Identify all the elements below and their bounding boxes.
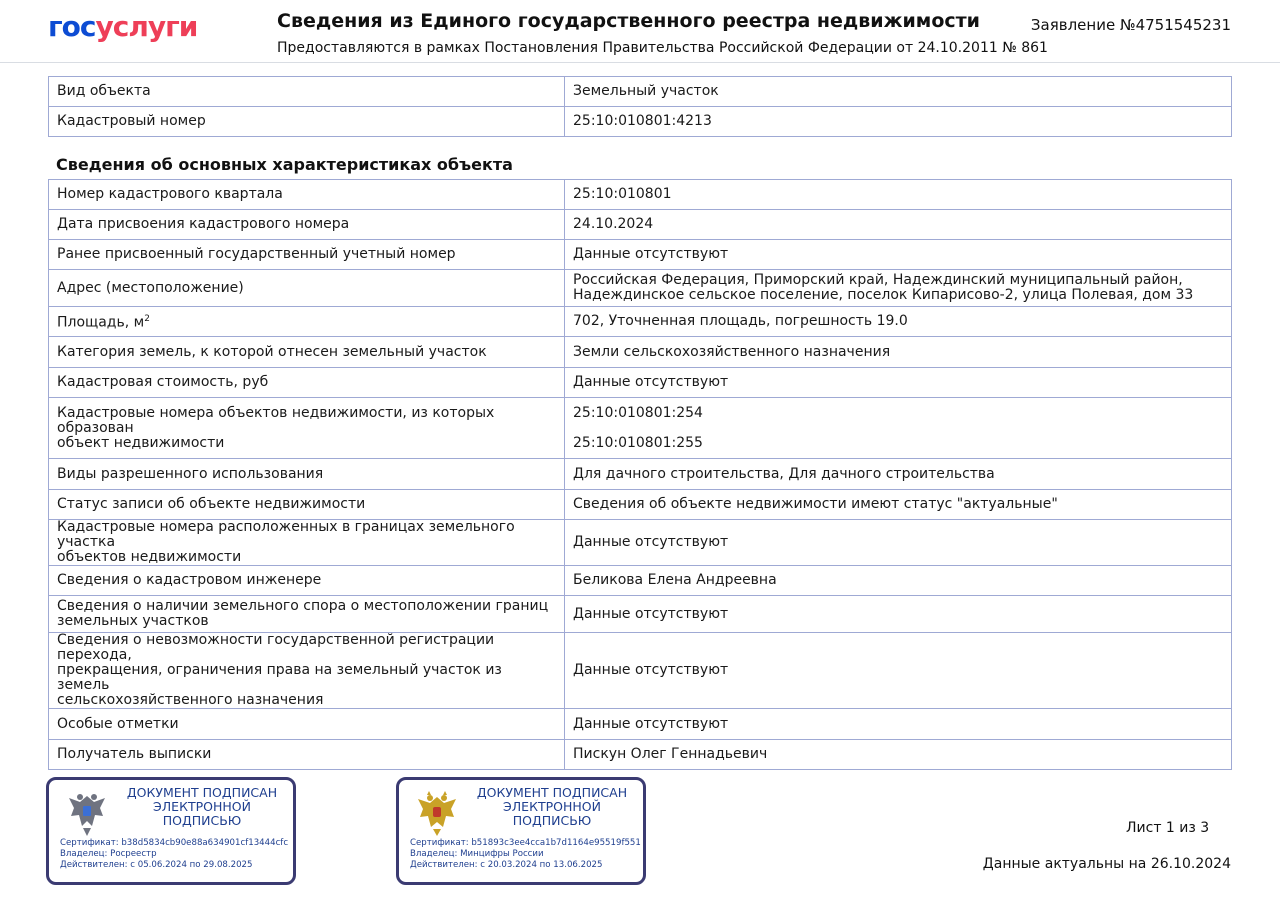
stamp-title-line: ДОКУМЕНТ ПОДПИСАН [126,785,278,800]
area-unit-superscript: 2 [144,314,150,325]
row-label: Сведения о кадастровом инженере [49,566,565,596]
row-label-line: объект недвижимости [57,434,225,451]
table-row [49,240,1232,270]
stamp-owner: Владелец: Росреестр [60,849,157,859]
row-value: Данные отсутствуют [565,596,1232,633]
row-value: 702, Уточненная площадь, погрешность 19.0 [565,307,1232,337]
table-row [49,596,1232,633]
row-value: Сведения об объекте недвижимости имеют статус "актуальные" [565,490,1232,520]
table-row [49,490,1232,520]
stamp-owner: Владелец: Минцифры России [410,849,544,859]
row-label-line: сельскохозяйственного назначения [57,692,324,708]
row-value: Для дачного строительства, Для дачного строительства [565,459,1232,490]
table-row [49,210,1232,240]
row-label: Дата присвоения кадастрового номера [49,210,565,240]
stamp-validity: Действителен: с 05.06.2024 по 29.08.2025 [60,860,253,870]
document-header [0,0,1280,63]
row-label [49,520,565,566]
characteristics-table [48,179,1232,770]
table-row [49,520,1232,566]
table-row [49,107,1232,137]
table-row [49,459,1232,490]
row-value: Данные отсутствуют [565,709,1232,740]
area-label: Площадь, м [57,314,145,331]
row-label-line: Сведения о наличии земельного спора о местоположении границ [57,598,549,614]
row-label-line: прекращения, ограничения права на земельный участок из земель [57,662,502,693]
row-value: Данные отсутствуют [565,520,1232,566]
stamp-title-line: ДОКУМЕНТ ПОДПИСАН [476,785,628,800]
row-label-line: Кадастровые номера объектов недвижимости, из которых образован [57,404,495,436]
row-label: Адрес (местоположение) [49,270,565,307]
row-label [49,633,565,709]
electronic-signature-stamp-rosreestr [46,777,296,885]
row-label: Статус записи об объекте недвижимости [49,490,565,520]
table-row [49,566,1232,596]
row-label: Кадастровый номер [49,107,565,137]
stamp-details [60,838,288,871]
table-row [49,398,1232,459]
row-label: Получатель выписки [49,740,565,770]
row-label-line: Сведения о невозможности государственной регистрации перехода, [57,632,495,663]
gosuslugi-logo [48,10,197,43]
table-row [49,740,1232,770]
row-label: Вид объекта [49,77,565,107]
document-subtitle: Предоставляются в рамках Постановления Правительства Российской Федерации от 24.10.2011 № 861 [277,40,1048,56]
table-row [49,709,1232,740]
table-row [49,633,1232,709]
row-label: Категория земель, к которой отнесен земельный участок [49,337,565,368]
row-value [565,270,1232,307]
section-title: Сведения об основных характеристиках объекта [56,155,513,174]
stamp-validity: Действителен: с 20.03.2024 по 13.06.2025 [410,860,603,870]
address-line: Надеждинское сельское поселение, поселок Кипарисово-2, улица Полевая, дом 33 [573,287,1194,303]
electronic-signature-stamp-mintsifry [396,777,646,885]
row-value: Земельный участок [565,77,1232,107]
row-label-line: объектов недвижимости [57,549,242,565]
stamp-title-line: ПОДПИСЬЮ [162,813,242,828]
row-value: 25:10:010801:4213 [565,107,1232,137]
logo-part-gos: гос [48,10,96,43]
row-value: 25:10:010801 [565,180,1232,210]
row-value: Данные отсутствуют [565,633,1232,709]
row-label [49,307,565,337]
stamp-certificate: Сертификат: b51893c3ee4cca1b7d1164e95519f551 [410,838,641,848]
sheet-number: Лист 1 из 3 [1126,820,1210,836]
row-label: Кадастровая стоимость, руб [49,368,565,398]
logo-part-uslugi: услуги [95,10,198,43]
row-label: Особые отметки [49,709,565,740]
table-row [49,77,1232,107]
row-label [49,596,565,633]
row-value: Данные отсутствуют [565,368,1232,398]
row-value: Пискун Олег Геннадьевич [565,740,1232,770]
cadastral-number: 25:10:010801:255 [573,434,703,451]
row-value: Беликова Елена Андреевна [565,566,1232,596]
row-label: Номер кадастрового квартала [49,180,565,210]
row-label-line: Кадастровые номера расположенных в границах земельного участка [57,519,515,550]
row-label: Ранее присвоенный государственный учетный номер [49,240,565,270]
data-actual-date: Данные актуальны на 26.10.2024 [982,856,1231,872]
object-table [48,76,1232,137]
stamp-details [410,838,641,871]
stamp-title [463,786,641,828]
stamp-title-line: ПОДПИСЬЮ [512,813,592,828]
stamp-title-line: ЭЛЕКТРОННОЙ [503,799,601,814]
table-row [49,368,1232,398]
row-value: Земли сельскохозяйственного назначения [565,337,1232,368]
row-label-line: земельных участков [57,613,209,629]
stamp-title [113,786,291,828]
stamp-title-line: ЭЛЕКТРОННОЙ [153,799,251,814]
row-value: Данные отсутствуют [565,240,1232,270]
row-value: 24.10.2024 [565,210,1232,240]
table-row [49,180,1232,210]
row-value [565,398,1232,459]
application-number: Заявление №4751545231 [1030,16,1231,34]
document-title: Сведения из Единого государственного реестра недвижимости [277,10,980,32]
row-label [49,398,565,459]
rosreestr-emblem-icon [65,788,109,838]
russian-coat-of-arms-icon [415,788,459,838]
table-row [49,307,1232,337]
cadastral-number: 25:10:010801:254 [573,404,703,421]
row-label: Виды разрешенного использования [49,459,565,490]
table-row [49,337,1232,368]
table-row [49,270,1232,307]
address-line: Российская Федерация, Приморский край, Надеждинский муниципальный район, [573,272,1183,288]
stamp-certificate: Сертификат: b38d5834cb90e88a634901cf13444cfc [60,838,289,848]
